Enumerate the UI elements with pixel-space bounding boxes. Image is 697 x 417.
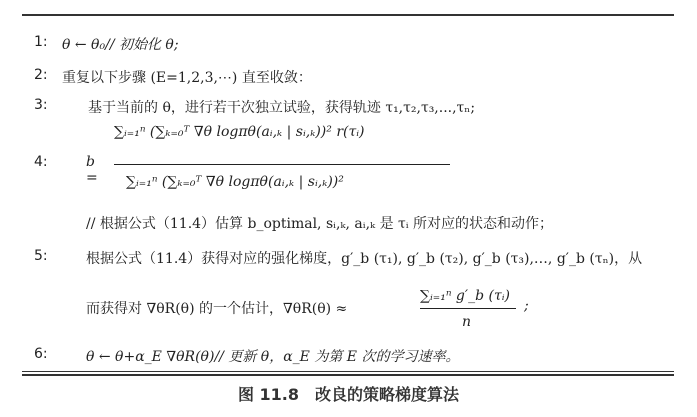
bottom-rule-thin xyxy=(22,371,674,372)
gradient-fraction-end: ; xyxy=(524,298,529,314)
step-4-number: 4: xyxy=(34,154,48,170)
step-4-note: // 根据公式（11.4）估算 b_optimal, sᵢ,ₖ, aᵢ,ₖ 是 τᵢ 所对应的状态和动作； xyxy=(86,216,554,232)
top-rule xyxy=(22,14,674,16)
formula-denominator: ∑ᵢ₌₁ⁿ (∑ₖ₌₀ᵀ ∇θ logπθ(aᵢ,ₖ | sᵢ,ₖ))² xyxy=(126,174,344,190)
step-6-text: θ ← θ+α_E ∇θR(θ)// 更新 θ，α_E 为第 E 次的学习速率。 xyxy=(86,349,460,365)
step-5-number: 5: xyxy=(34,248,48,264)
step-3-number: 3: xyxy=(34,97,48,113)
step-1-text: θ ← θ₀// 初始化 θ; xyxy=(62,37,179,53)
step-3-text: 基于当前的 θ，进行若干次独立试验，获得轨迹 τ₁,τ₂,τ₃,...,τₙ; xyxy=(88,100,476,116)
step-1-number: 1: xyxy=(34,34,48,50)
step-5-text-continued: 而获得对 ∇θR(θ) 的一个估计，∇θR(θ) ≈ xyxy=(86,301,348,317)
gradient-fraction-denominator: n xyxy=(462,314,472,330)
figure-caption: 图 11.8 改良的策略梯度算法 xyxy=(237,385,460,404)
step-2-text: 重复以下步骤 (E=1,2,3,⋯) 直至收敛： xyxy=(62,70,312,86)
bottom-rule-thick xyxy=(22,374,674,376)
step-5-text: 根据公式（11.4）获得对应的强化梯度，g′_b (τ₁), g′_b (τ₂), g′_b (τ₃),…, g′_b (τₙ)，从 xyxy=(86,251,643,267)
step-2-number: 2: xyxy=(34,67,48,83)
formula-numerator: ∑ᵢ₌₁ⁿ (∑ₖ₌₀ᵀ ∇θ logπθ(aᵢ,ₖ | sᵢ,ₖ))² r(τᵢ) xyxy=(114,124,365,140)
formula-lhs: b = xyxy=(86,154,98,186)
gradient-fraction-numerator: ∑ᵢ₌₁ⁿ g′_b (τᵢ) xyxy=(420,288,510,304)
step-6-number: 6: xyxy=(34,346,48,362)
fraction-bar xyxy=(114,164,450,165)
gradient-fraction-bar xyxy=(420,308,516,309)
